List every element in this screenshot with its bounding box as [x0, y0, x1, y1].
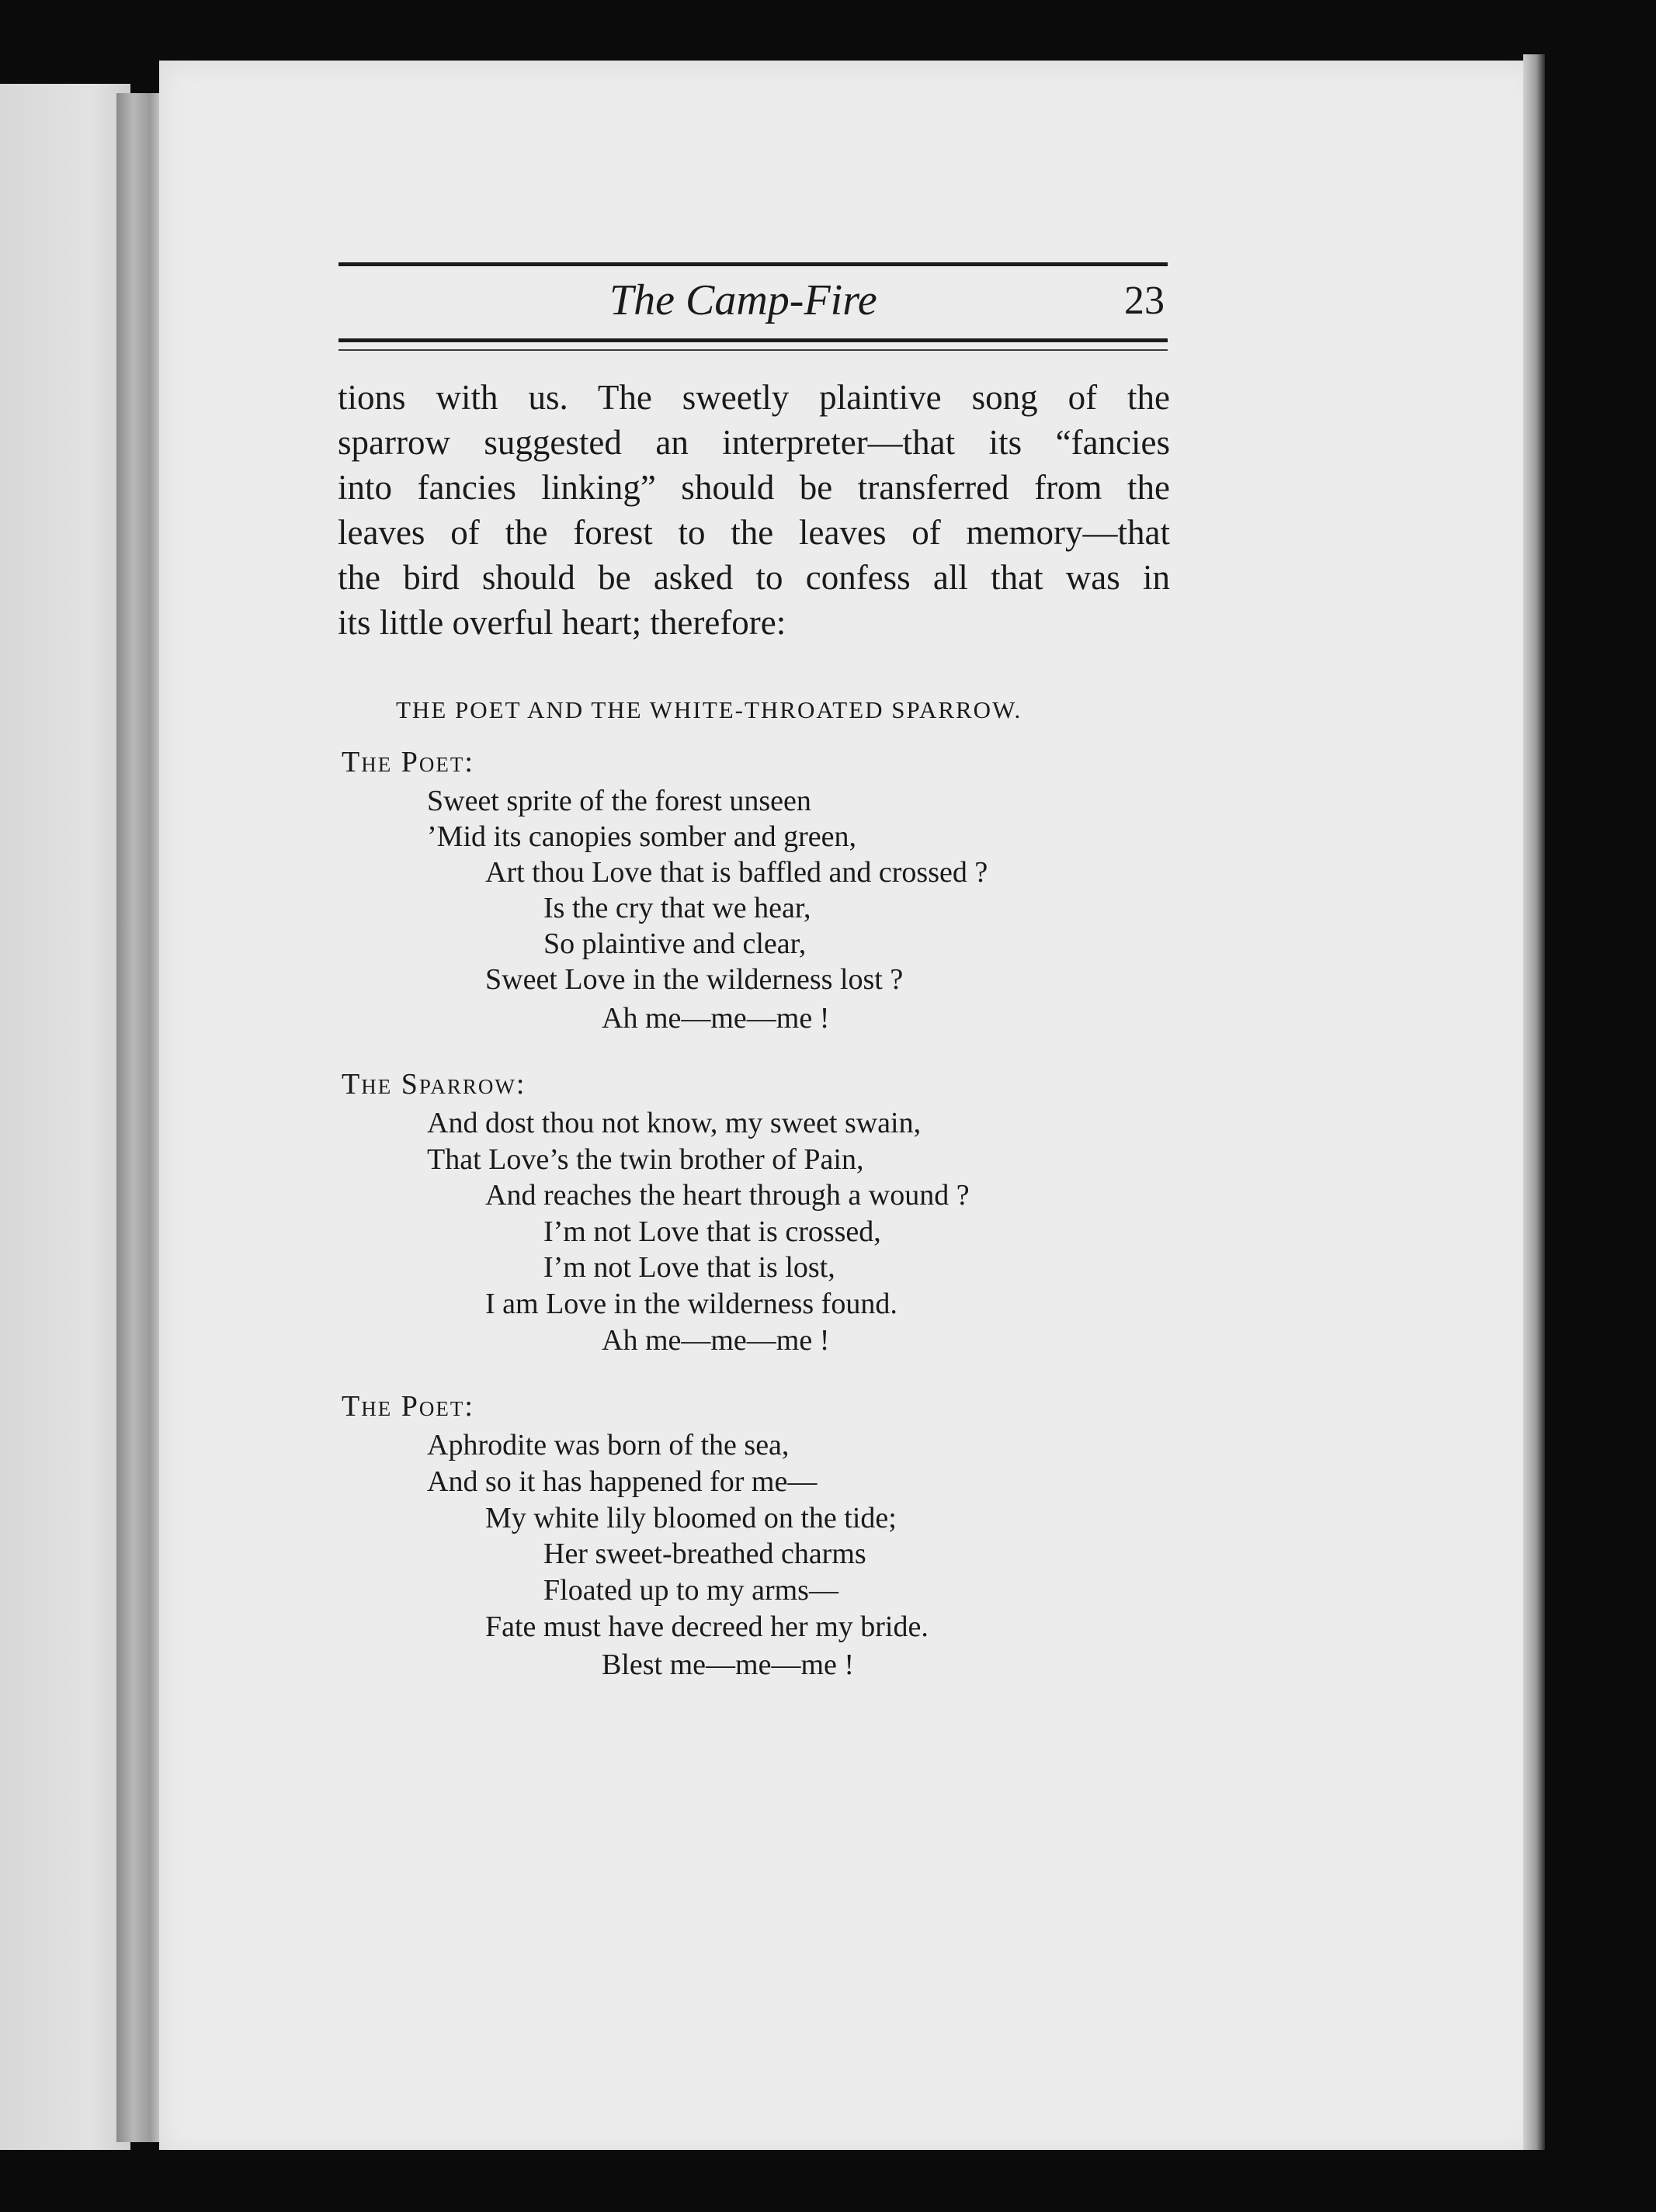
- speaker-label: The Poet:: [342, 1390, 474, 1423]
- verse-line: I’m not Love that is crossed,: [543, 1215, 881, 1248]
- prose-line: leaves of the forest to the leaves of memory—that: [338, 513, 1170, 552]
- speaker-label: The Poet:: [342, 746, 474, 778]
- running-head-title: The Camp-Fire: [609, 276, 877, 324]
- verse-line: That Love’s the twin brother of Pain,: [427, 1143, 864, 1176]
- verse-line: And so it has happened for me—: [427, 1465, 818, 1498]
- prose-line: sparrow suggested an interpreter—that its “fancies: [338, 423, 1170, 462]
- prose-line: its little overful heart; therefore:: [338, 603, 786, 642]
- verse-line: Ah me—me—me !: [602, 1324, 830, 1357]
- verse-line: I’m not Love that is lost,: [543, 1251, 835, 1284]
- page-right-edge: [1523, 54, 1545, 2165]
- verse-line: And dost thou not know, my sweet swain,: [427, 1107, 922, 1139]
- speaker-label: The Sparrow:: [342, 1068, 526, 1101]
- verse-line: ’Mid its canopies somber and green,: [427, 820, 856, 853]
- verse-line: Sweet Love in the wilderness lost ?: [485, 963, 904, 996]
- prose-line: tions with us. The sweetly plaintive song of the: [338, 378, 1170, 417]
- book-gutter: [116, 93, 165, 2142]
- verse-line: My white lily bloomed on the tide;: [485, 1502, 897, 1534]
- poem-title: THE POET AND THE WHITE-THROATED SPARROW.: [396, 696, 1022, 723]
- verse-line: Aphrodite was born of the sea,: [427, 1429, 790, 1461]
- prose-line: the bird should be asked to confess all that was in: [338, 558, 1170, 597]
- header-rule-top: [338, 262, 1168, 266]
- verse-line: So plaintive and clear,: [543, 927, 807, 960]
- verse-line: Blest me—me—me !: [602, 1649, 855, 1681]
- prose-line: into fancies linking” should be transferred from the: [338, 468, 1170, 507]
- verse-line: Floated up to my arms—: [543, 1574, 838, 1607]
- verse-line: Ah me—me—me !: [602, 1002, 830, 1035]
- page-number: 23: [1124, 279, 1165, 323]
- verse-line: Fate must have decreed her my bride.: [485, 1610, 929, 1643]
- verse-line: Art thou Love that is baffled and crossed ?: [485, 856, 988, 889]
- verse-line: Sweet sprite of the forest unseen: [427, 785, 811, 817]
- verse-line: And reaches the heart through a wound ?: [485, 1179, 970, 1212]
- verse-line: I am Love in the wilderness found.: [485, 1288, 897, 1320]
- scan-bottom-shadow: [0, 2150, 1656, 2212]
- header-rule-bottom: [338, 338, 1168, 342]
- previous-page-edge: [0, 84, 130, 2172]
- verse-line: Is the cry that we hear,: [543, 892, 811, 924]
- header-rule-bottom-thin: [338, 349, 1168, 351]
- verse-line: Her sweet-breathed charms: [543, 1538, 866, 1570]
